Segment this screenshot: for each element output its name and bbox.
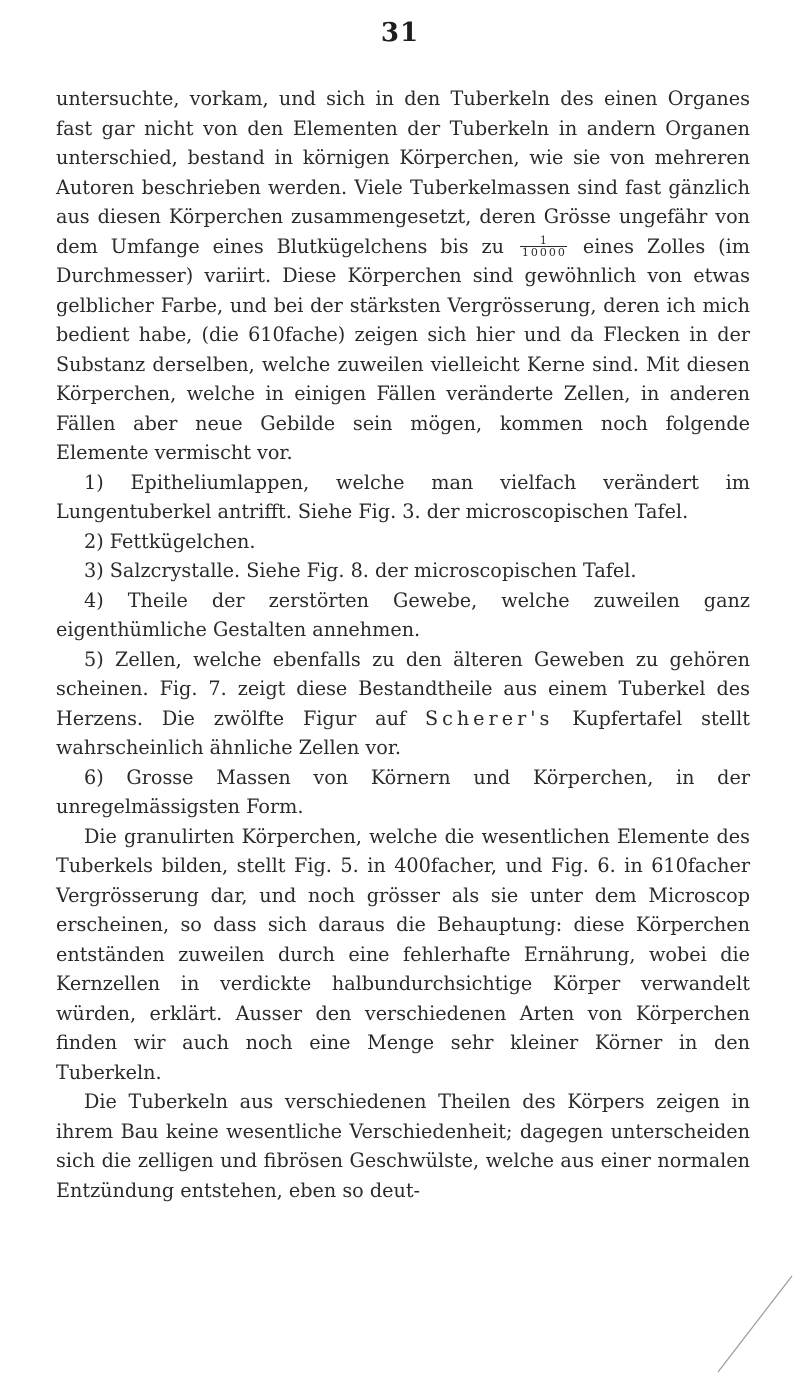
list-item-4: 4) Theile der zerstörten Gewebe, welche zuweilen ganz eigenthümliche Gestalten annehmen.: [56, 588, 750, 641]
paragraph-text-after-fraction: eines Zolles (im Durchmesser) variirt. Diese Körperchen sind gewöhnlich von etwas gelblicher Farbe, und bei der stärksten Vergrösserung, deren ich mich bedient habe, (die 610fache) zeigen sich hier und da Flecken in der Substanz derselben, welche zuweilen vielleicht Kerne sind. Mit diesen Körperchen, welche in einigen Fällen veränderte Zellen, in anderen Fällen aber neue Gebilde sein mögen, kommen noch folgende Elemente vermischt vor.: [56, 234, 750, 464]
list-item-6: 6) Grosse Massen von Körnern und Körperchen, in der unregelmässigsten Form.: [56, 765, 750, 818]
list-item-1: 1) Epitheliumlappen, welche man vielfach verändert im Lungentuberkel antrifft. Siehe Fig. 3. der microscopischen Tafel.: [56, 470, 750, 523]
fraction-denominator: 10000: [521, 246, 567, 260]
paragraph-text-before-fraction: untersuchte, vorkam, und sich in den Tuberkeln des einen Organes fast gar nicht von den Elementen der Tuberkeln in andern Organen unterschied, bestand in körnigen Körperchen, wie sie von mehreren Autoren beschrieben werden. Viele Tuberkelmassen sind fast gänzlich aus diesen Körperchen zusammengesetzt, deren Grösse ungefähr von dem Umfange eines Blutkügelchens bis zu: [56, 87, 750, 258]
body-text: [56, 84, 750, 1205]
list-item-2: 2) Fettkügelchen.: [84, 529, 256, 553]
paragraph-granular: Die granulirten Körperchen, welche die wesentlichen Elemente des Tuberkels bilden, stellt Fig. 5. in 400facher, und Fig. 6. in 610facher Vergrösserung dar, und noch grösser als sie unter dem Microscop erscheinen, so dass sich daraus die Behauptung: diese Körperchen entständen zuweilen durch eine fehlerhafte Ernährung, wobei die Kernzellen in verdickte halbundurchsichtige Körper verwandelt würden, erklärt. Ausser den verschiedenen Arten von Körperchen finden wir auch noch eine Menge sehr kleiner Körner in den Tuberkeln.: [56, 824, 750, 1084]
page-number: 31: [380, 18, 420, 48]
paragraph-last: Die Tuberkeln aus verschiedenen Theilen des Körpers zeigen in ihrem Bau keine wesentliche Verschiedenheit; dagegen unterscheiden sich die zelligen und fibrösen Geschwülste, welche aus einer normalen Entzündung entstehen, eben so deut-: [56, 1090, 750, 1202]
scan-corner-mark: [714, 1274, 794, 1374]
list-item-5: [56, 645, 750, 763]
list-item-5-text-end: Kupfertafel stellt wahrscheinlich ähnliche Zellen vor.: [56, 706, 750, 759]
paragraph-continuation: [56, 84, 750, 468]
list-item-3: 3) Salzcrystalle. Siehe Fig. 8. der microscopischen Tafel.: [84, 559, 637, 582]
author-name: Scherer's: [424, 706, 554, 730]
fraction-numerator: 1: [520, 235, 567, 247]
fraction: [520, 235, 567, 258]
list-item-5-text: 5) Zellen, welche ebenfalls zu den älteren Geweben zu gehören scheinen. Fig. 7. zeigt diese Bestandtheile aus einem Tuberkel des Herzens. Die zwölfte Figur auf: [56, 647, 750, 730]
